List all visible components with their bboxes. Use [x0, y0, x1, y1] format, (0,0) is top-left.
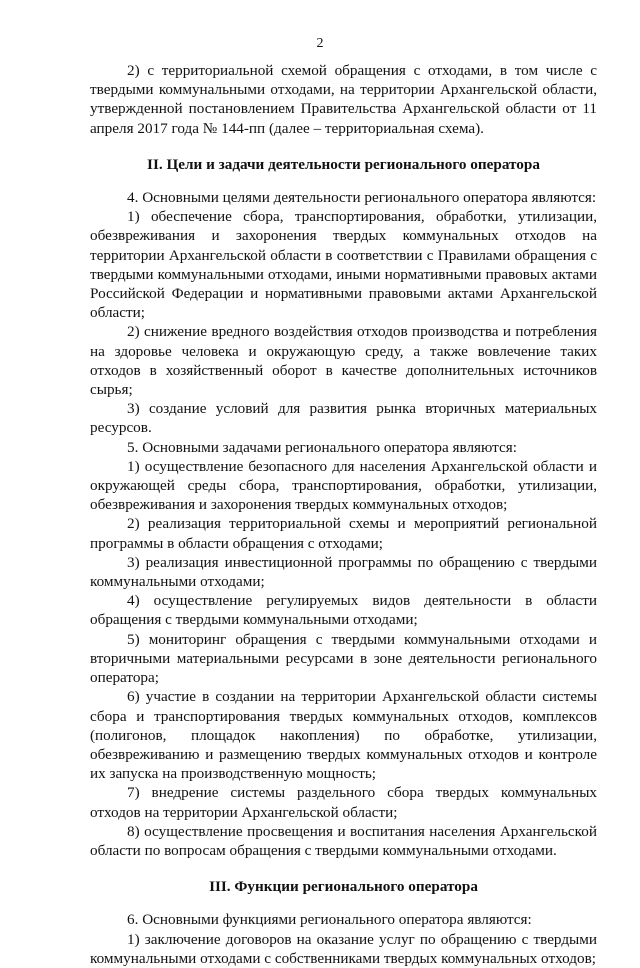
list-item: 3) создание условий для развития рынка вторичных материальных ресурсов.: [90, 400, 597, 437]
list-item: 5) мониторинг обращения с твердыми коммунальными отходами и вторичными материальными ресурсами в зоне деятельности регионального оператора;: [90, 630, 597, 687]
list-item: 3) реализация инвестиционной программы по обращению с твердыми коммунальными отходами;: [90, 553, 597, 591]
list-item: 4) осуществление регулируемых видов деятельности в области обращения с твердыми коммунальными отходами;: [90, 592, 597, 629]
list-item: 2) снижение вредного воздействия отходов производства и потребления на здоровье человека и окружающую среду, а также вовлечение таких отходов в хозяйственный оборот в качестве дополнительных источников сырья;: [90, 323, 597, 399]
page-number: 2: [316, 36, 324, 51]
paragraph: 5. Основными задачами регионального оператора являются:: [127, 438, 517, 456]
list-item: 2) реализация территориальной схемы и мероприятий региональной программы в области обращения с отходами;: [90, 515, 597, 552]
list-item: 7) внедрение системы раздельного сбора твердых коммунальных отходов на территории Архангельской области;: [90, 784, 597, 821]
list-item: 8) осуществление просвещения и воспитания населения Архангельской области по вопросам обращения с твердыми коммунальными отходами.: [90, 822, 597, 859]
spacer: [90, 174, 597, 188]
list-item: 1) заключение договоров на оказание услуг по обращению с твердыми коммунальными отходами с собственниками твердых коммунальных отходов;: [90, 930, 597, 967]
spacer: [90, 860, 597, 877]
spacer: [90, 138, 597, 155]
section-heading: II. Цели и задачи деятельности регионального оператора: [147, 155, 540, 173]
section-heading: III. Функции регионального оператора: [209, 878, 478, 896]
paragraph: 6. Основными функциями регионального оператора являются:: [127, 911, 532, 929]
list-item: 1) обеспечение сбора, транспортирования, обработки, утилизации, обезвреживания и захоронения твердых коммунальных отходов на территории Архангельской области в соответствии с Правилами обращения с твердыми коммунальными отходами, иными нормативными правовых актами Российской Федерации и нормативными правовыми актами Архангельской области;: [90, 208, 597, 322]
list-item: 6) участие в создании на территории Архангельской области системы сбора и транспортирования твердых коммунальных отходов, комплексов (полигонов, площадок накопления) по обработке, утилизации, обезвреживанию и размещению твердых коммунальных отходов и контроле их запуска на производственную мощность;: [90, 688, 597, 783]
document-body: [90, 61, 597, 968]
list-item: 1) осуществление безопасного для населения Архангельской области и окружающей среды сбора, транспортирования, обработки, утилизации, обезвреживания и захоронения твердых коммунальных отходов;: [90, 457, 597, 514]
spacer: [90, 896, 597, 910]
paragraph: 4. Основными целями деятельности регионального оператора являются:: [127, 189, 597, 207]
paragraph: 2) с территориальной схемой обращения с отходами, в том числе с твердыми коммунальными отходами, на территории Архангельской области, утвержденной постановлением Правительства Архангельской области от 11 апреля 2017 года № 144-пп (далее – территориальная схема).: [90, 62, 597, 137]
